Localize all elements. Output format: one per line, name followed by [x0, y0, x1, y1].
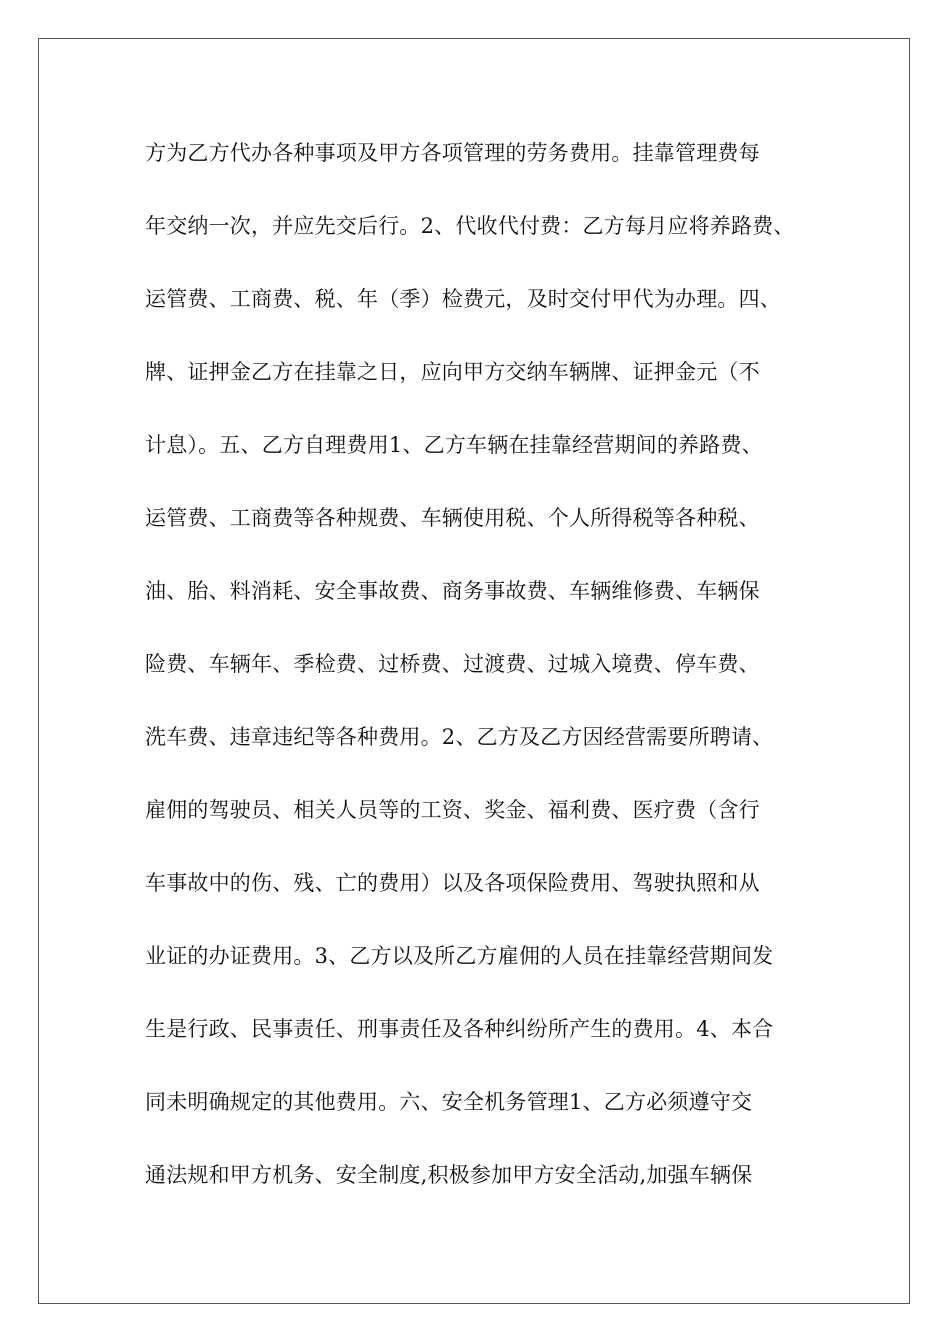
- text-line: 年交纳一次，并应先交后行。2、代收代付费：乙方每月应将养路费、: [145, 214, 795, 238]
- text-line: 牌、证押金乙方在挂靠之日，应向甲方交纳车辆牌、证押金元（不: [145, 360, 760, 384]
- text-line: 同未明确规定的其他费用。六、安全机务管理1、乙方必须遵守交: [145, 1090, 753, 1114]
- text-line: 计息）。五、乙方自理费用1、乙方车辆在挂靠经营期间的养路费、: [145, 433, 763, 457]
- text-line: 生是行政、民事责任、刑事责任及各种纠纷所产生的费用。4、本合: [145, 1017, 774, 1041]
- text-line: 油、胎、料消耗、安全事故费、商务事故费、车辆维修费、车辆保: [145, 579, 760, 603]
- text-line: 运管费、工商费等各种规费、车辆使用税、个人所得税等各种税、: [145, 506, 760, 530]
- text-line: 方为乙方代办各种事项及甲方各项管理的劳务费用。挂靠管理费每: [145, 141, 760, 165]
- text-line: 车事故中的伤、残、亡的费用）以及各项保险费用、驾驶执照和从: [145, 871, 760, 895]
- text-line: 雇佣的驾驶员、相关人员等的工资、奖金、福利费、医疗费（含行: [145, 798, 760, 822]
- text-line: 洗车费、违章违纪等各种费用。2、乙方及乙方因经营需要所聘请、: [145, 725, 774, 749]
- text-line: 业证的办证费用。3、乙方以及所乙方雇佣的人员在挂靠经营期间发: [145, 944, 774, 968]
- text-line: 险费、车辆年、季检费、过桥费、过渡费、过城入境费、停车费、: [145, 652, 760, 676]
- text-line: 运管费、工商费、税、年（季）检费元，及时交付甲代为办理。四、: [145, 287, 781, 311]
- text-line: 通法规和甲方机务、安全制度,积极参加甲方安全活动,加强车辆保: [145, 1163, 753, 1187]
- document-body: [145, 131, 825, 1226]
